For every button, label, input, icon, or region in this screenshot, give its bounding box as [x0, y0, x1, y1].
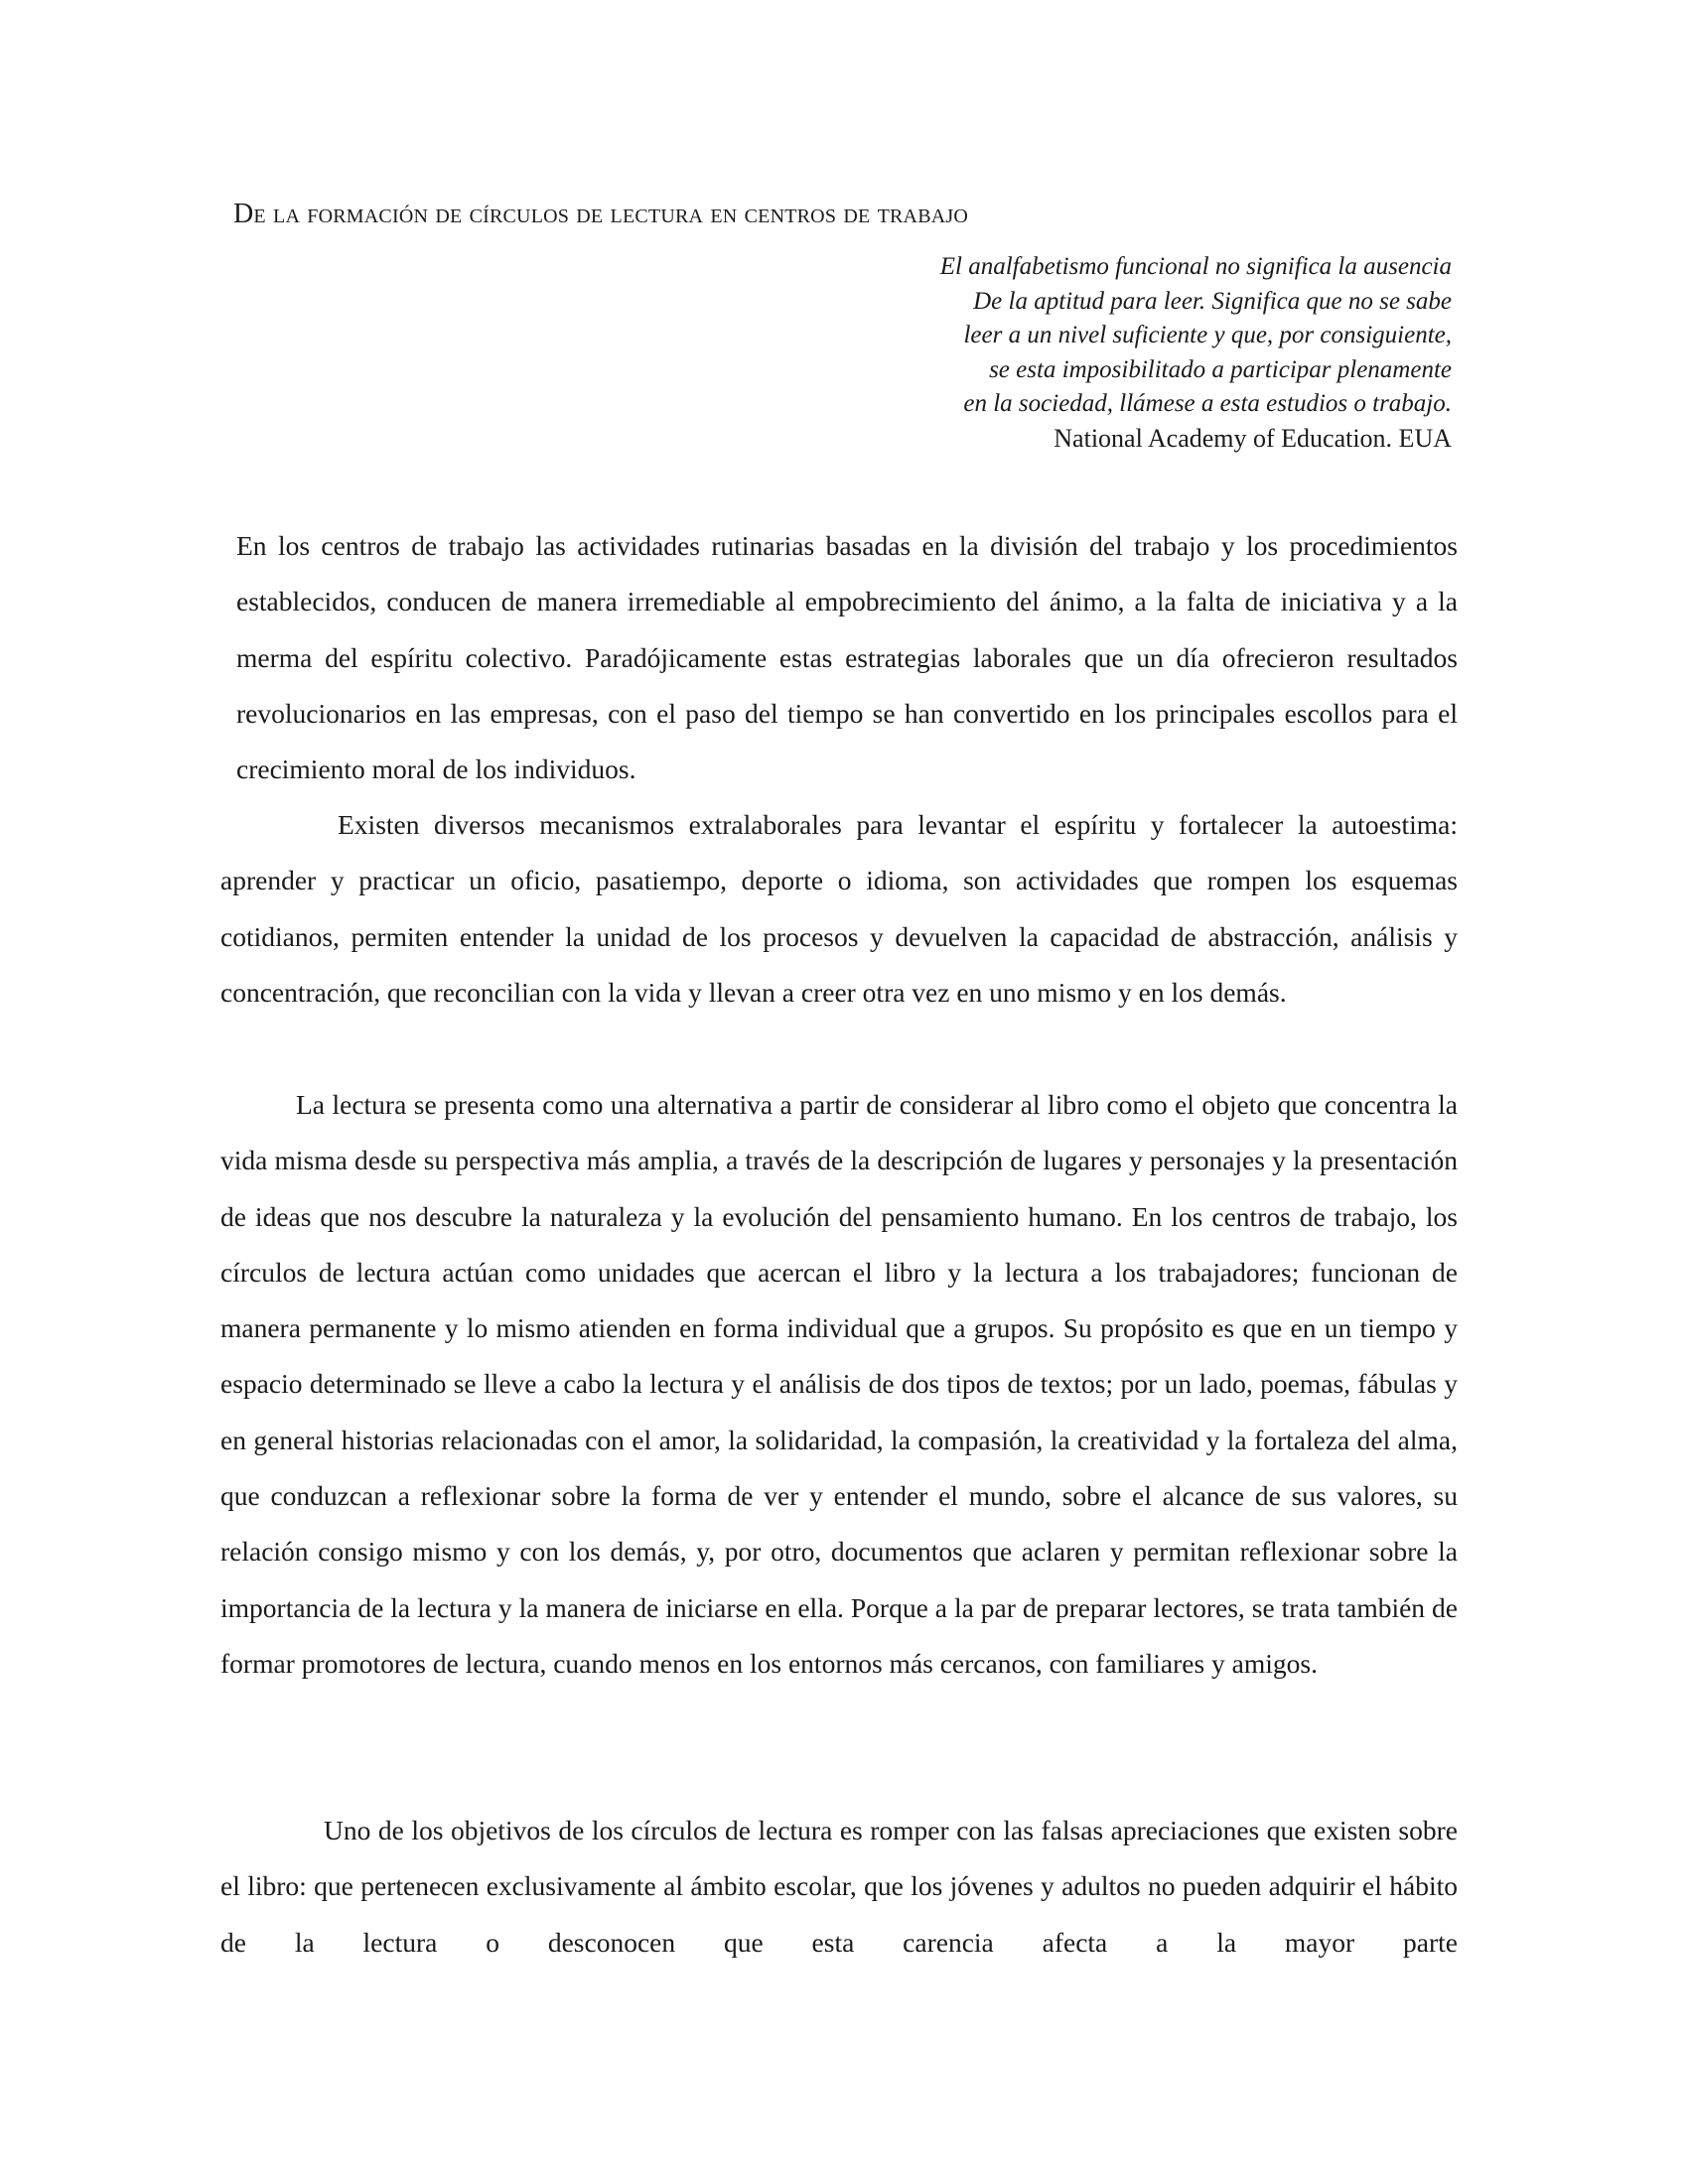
epigraph-line: en la sociedad, llámese a esta estudios o trabajo. — [963, 390, 1452, 417]
paragraph: Existen diversos mecanismos extralaborales para levantar el espíritu y fortalecer la autoestima: aprender y practicar un oficio, pasatiempo, deporte o idioma, son actividades que rompen los esquemas cotidianos, permiten entender la unidad de los procesos y devuelven la capacidad de abstracción, análisis y concentración, que reconcilian con la vida y llevan a creer otra vez en uno mismo y en los demás. — [220, 809, 1458, 1008]
epigraph-line: se esta imposibilitado a participar plenamente — [989, 355, 1452, 383]
epigraph-source: National Academy of Education. EUA — [1054, 423, 1452, 453]
epigraph-line: leer a un nivel suficiente y que, por consiguiente, — [963, 322, 1452, 348]
paragraph: La lectura se presenta como una alternativa a partir de considerar al libro como el objeto que concentra la vida misma desde su perspectiva más amplia, a través de la descripción de lugares y personajes y la presentación de ideas que nos descubre la naturaleza y la evolución del pensamiento humano. En los centros de trabajo, los círculos de lectura actúan como unidades que acercan el libro y la lectura a los trabajadores; funcionan de manera permanente y lo mismo atienden en forma individual que a grupos. Su propósito es que en un tiempo y espacio determinado se lleve a cabo la lectura y el análisis de dos tipos de textos; por un lado, poemas, fábulas y en general historias relacionadas con el amor, la solidaridad, la compasión, la creatividad y la fortaleza del alma, que conduzcan a reflexionar sobre la forma de ver y entender el mundo, sobre el alcance de sus valores, su relación consigo mismo y con los demás, y, por otro, documentos que aclaren y permitan reflexionar sobre la importancia de la lectura y la manera de iniciarse en ella. Porque a la par de preparar lectores, se trata también de formar promotores de lectura, cuando menos en los entornos más cercanos, con familiares y amigos. — [220, 1089, 1458, 1679]
paragraph: Uno de los objetivos de los círculos de lectura es romper con las falsas apreciaciones que existen sobre el libro: que pertenecen exclusivamente al ámbito escolar, que los jóvenes y adultos no pueden adquirir el hábito de la lectura o desconocen que esta carencia afecta a la mayor parte — [220, 1815, 1458, 1958]
epigraph-line: El analfabetismo funcional no significa la ausencia — [939, 253, 1452, 280]
paragraph: En los centros de trabajo las actividades rutinarias basadas en la división del trabajo y los procedimientos establecidos, conducen de manera irremediable al empobrecimiento del ánimo, a la falta de iniciativa y a la merma del espíritu colectivo. Paradójicamente estas estrategias laborales que un día ofrecieron resultados revolucionarios en las empresas, con el paso del tiempo se han convertido en los principales escollos para el crecimiento moral de los individuos. — [236, 530, 1458, 785]
epigraph — [757, 250, 1452, 456]
epigraph-line: De la aptitud para leer. Significa que no se sabe — [973, 287, 1452, 315]
document-title: De la formación de círculos de lectura en centros de trabajo — [233, 199, 969, 229]
